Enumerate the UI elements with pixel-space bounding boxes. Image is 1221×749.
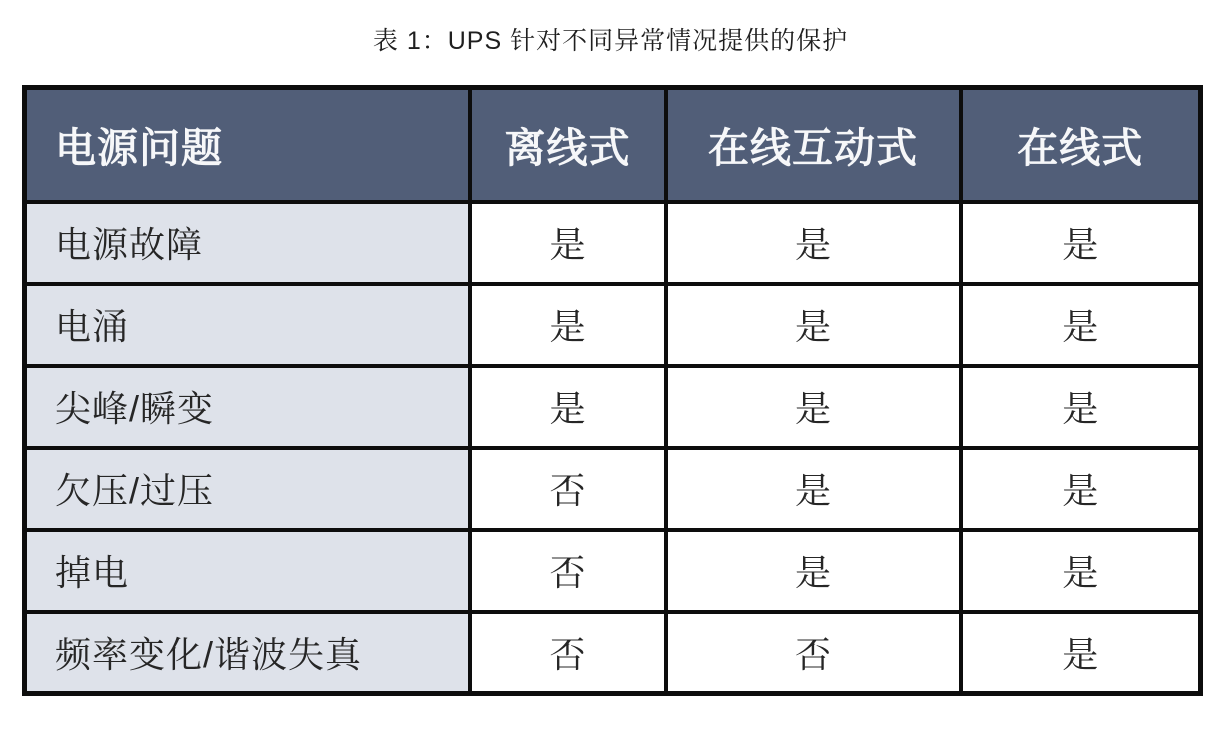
table-row	[25, 284, 1201, 366]
row-label-cell: 频率变化/谐波失真	[25, 612, 470, 694]
value-cell-line-interactive: 是	[666, 448, 961, 530]
column-header-offline: 离线式	[470, 88, 666, 202]
table-row	[25, 202, 1201, 284]
table-row	[25, 612, 1201, 694]
row-label-cell: 欠压/过压	[25, 448, 470, 530]
value-cell-offline: 否	[470, 530, 666, 612]
table-row	[25, 366, 1201, 448]
value-cell-line-interactive: 是	[666, 284, 961, 366]
table-caption: 表 1：UPS 针对不同异常情况提供的保护	[372, 27, 849, 55]
value-cell-line-interactive: 否	[666, 612, 961, 694]
value-cell-offline: 否	[470, 612, 666, 694]
header-row	[25, 88, 1201, 202]
row-label-cell: 电源故障	[25, 202, 470, 284]
value-cell-online: 是	[961, 530, 1201, 612]
value-cell-line-interactive: 是	[666, 366, 961, 448]
column-header-line-interactive: 在线互动式	[666, 88, 961, 202]
ups-protection-table	[22, 85, 1203, 696]
value-cell-line-interactive: 是	[666, 530, 961, 612]
value-cell-offline: 是	[470, 366, 666, 448]
value-cell-offline: 否	[470, 448, 666, 530]
row-label-cell: 电涌	[25, 284, 470, 366]
value-cell-line-interactive: 是	[666, 202, 961, 284]
row-label-cell: 尖峰/瞬变	[25, 366, 470, 448]
value-cell-offline: 是	[470, 284, 666, 366]
table-row	[25, 530, 1201, 612]
value-cell-online: 是	[961, 448, 1201, 530]
column-header-power-problem: 电源问题	[25, 88, 470, 202]
value-cell-online: 是	[961, 612, 1201, 694]
table-row	[25, 448, 1201, 530]
column-header-online: 在线式	[961, 88, 1201, 202]
value-cell-online: 是	[961, 284, 1201, 366]
value-cell-online: 是	[961, 202, 1201, 284]
value-cell-online: 是	[961, 366, 1201, 448]
value-cell-offline: 是	[470, 202, 666, 284]
row-label-cell: 掉电	[25, 530, 470, 612]
